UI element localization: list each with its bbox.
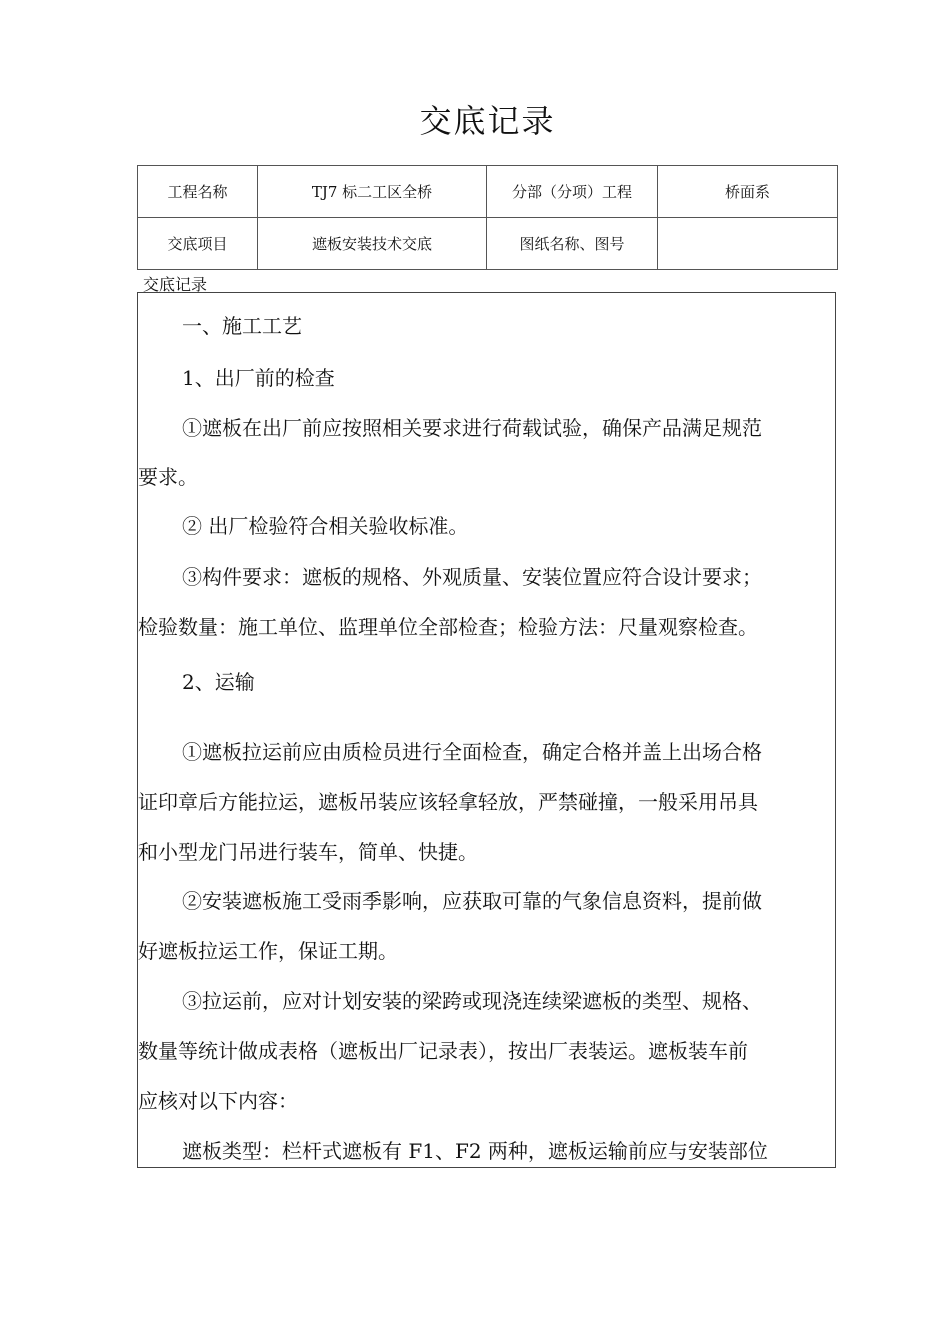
drawing-value [658, 218, 838, 270]
subproject-label: 分部（分项）工程 [487, 166, 658, 218]
record-label: 交底记录 [143, 275, 208, 294]
paragraph-line: ①遮板在出厂前应按照相关要求进行荷载试验，确保产品满足规范 [182, 416, 762, 440]
table-row [138, 166, 838, 218]
paragraph-line: 和小型龙门吊进行装车，简单、快捷。 [138, 840, 478, 864]
paragraph-line: 检验数量：施工单位、监理单位全部检查；检验方法：尺量观察检查。 [138, 615, 758, 639]
paragraph-line: 数量等统计做成表格（遮板出厂记录表），按出厂表装运。遮板装车前 [138, 1039, 748, 1063]
paragraph-line: 好遮板拉运工作，保证工期。 [138, 939, 398, 963]
drawing-label: 图纸名称、图号 [487, 218, 658, 270]
project-name-value: TJ7 标二工区全桥 [258, 166, 487, 218]
paragraph-line: ③构件要求：遮板的规格、外观质量、安装位置应符合设计要求； [182, 565, 762, 589]
subsection-heading: 1、出厂前的检查 [182, 366, 335, 390]
project-name-label: 工程名称 [138, 166, 258, 218]
paragraph-line: ①遮板拉运前应由质检员进行全面检查，确定合格并盖上出场合格 [182, 740, 762, 764]
project-info-table [137, 165, 838, 270]
paragraph-line: ② 出厂检验符合相关验收标准。 [182, 514, 469, 538]
briefing-item-label: 交底项目 [138, 218, 258, 270]
paragraph-line: ③拉运前，应对计划安装的梁跨或现浇连续梁遮板的类型、规格、 [182, 989, 762, 1013]
subsection-heading: 2、运输 [182, 670, 255, 694]
subproject-value: 桥面系 [658, 166, 838, 218]
paragraph-line: 证印章后方能拉运，遮板吊装应该轻拿轻放，严禁碰撞，一般采用吊具 [138, 790, 758, 814]
section-heading: 一、施工工艺 [182, 314, 302, 338]
record-content-box [137, 292, 836, 1168]
paragraph-line: 要求。 [138, 465, 198, 489]
table-row [138, 218, 838, 270]
paragraph-line: ②安装遮板施工受雨季影响，应获取可靠的气象信息资料，提前做 [182, 889, 762, 913]
paragraph-line: 应核对以下内容： [138, 1089, 298, 1113]
briefing-item-value: 遮板安装技术交底 [258, 218, 487, 270]
paragraph-line: 遮板类型：栏杆式遮板有 F1、F2 两种，遮板运输前应与安装部位 [182, 1139, 768, 1163]
page-title: 交底记录 [419, 102, 556, 140]
